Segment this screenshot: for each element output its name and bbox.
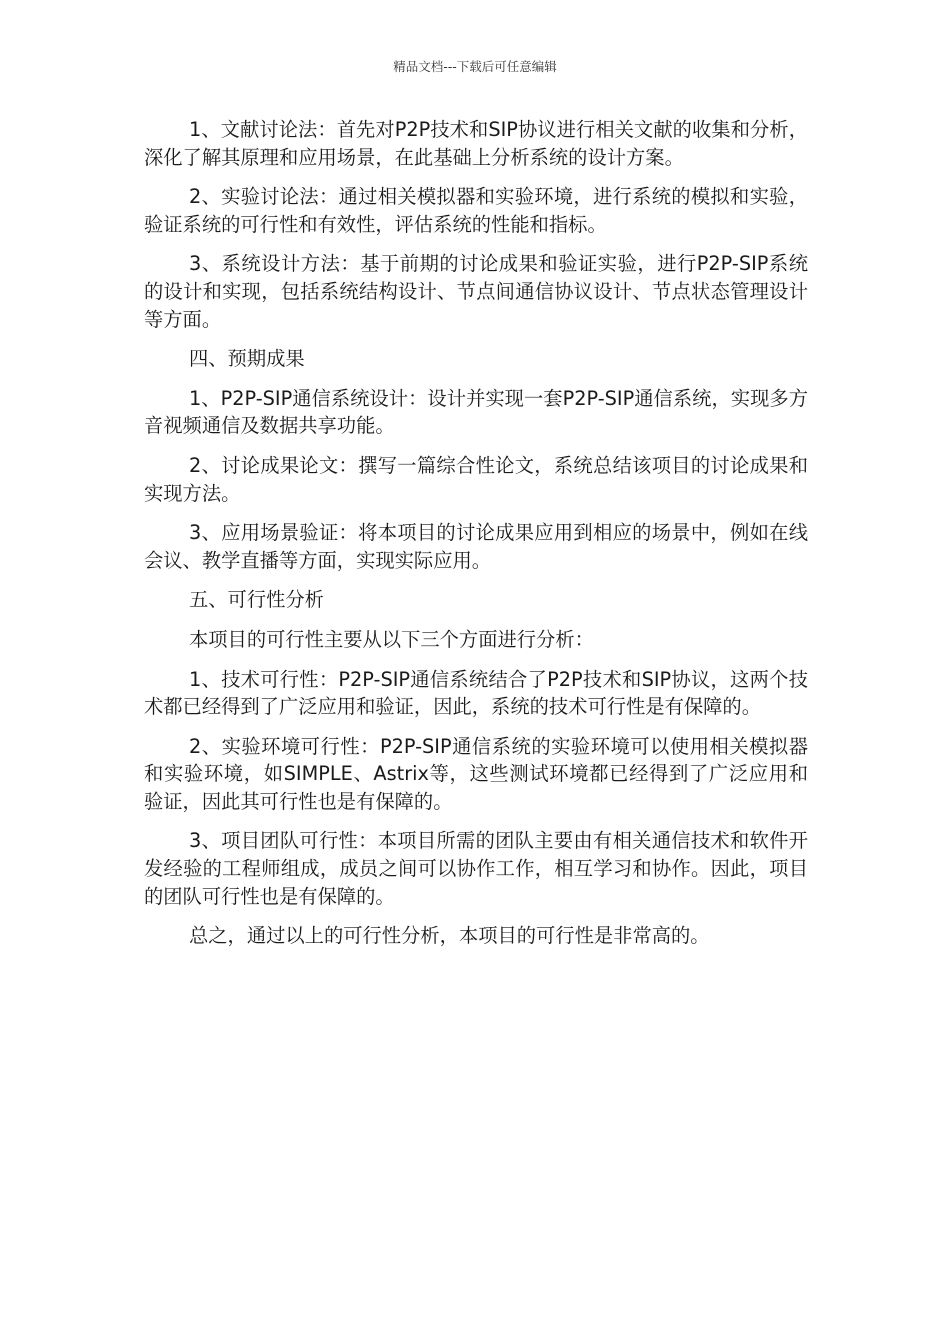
feasibility-intro: 本项目的可行性主要从以下三个方面进行分析： bbox=[189, 627, 594, 651]
section-heading-expected-results: 四、预期成果 bbox=[189, 347, 305, 371]
feasibility-technical: 1、技术可行性：P2P-SIP通信系统结合了P2P技术和SIP协议，这两个技术都已经得到了广泛应用和验证，因此，系统的技术可行性是有保障的。 bbox=[144, 667, 808, 719]
conclusion: 总之，通过以上的可行性分析，本项目的可行性是非常高的。 bbox=[189, 924, 710, 948]
document-body bbox=[144, 116, 808, 962]
method-system-design: 3、系统设计方法：基于前期的讨论成果和验证实验，进行P2P-SIP系统的设计和实现，包括系统结构设计、节点间通信协议设计、节点状态管理设计等方面。 bbox=[144, 252, 808, 331]
result-paper: 2、讨论成果论文：撰写一篇综合性论文，系统总结该项目的讨论成果和实现方法。 bbox=[144, 453, 808, 505]
method-literature: 1、文献讨论法：首先对P2P技术和SIP协议进行相关文献的收集和分析，深化了解其原理和应用场景，在此基础上分析系统的设计方案。 bbox=[144, 118, 808, 169]
feasibility-environment: 2、实验环境可行性：P2P-SIP通信系统的实验环境可以使用相关模拟器和实验环境，如SIMPLE、Astrix等，这些测试环境都已经得到了广泛应用和验证，因此其可行性也是有保障的。 bbox=[144, 734, 808, 813]
section-heading-feasibility: 五、可行性分析 bbox=[189, 588, 324, 612]
page-header-watermark: 精品文档---下载后可任意编辑 bbox=[393, 59, 557, 74]
result-scenario-validation: 3、应用场景验证：将本项目的讨论成果应用到相应的场景中，例如在线会议、教学直播等方面，实现实际应用。 bbox=[144, 521, 808, 572]
result-system-design: 1、P2P-SIP通信系统设计：设计并实现一套P2P-SIP通信系统，实现多方音视频通信及数据共享功能。 bbox=[144, 386, 808, 438]
feasibility-team: 3、项目团队可行性：本项目所需的团队主要由有相关通信技术和软件开发经验的工程师组成，成员之间可以协作工作，相互学习和协作。因此，项目的团队可行性也是有保障的。 bbox=[144, 829, 808, 908]
method-experiment: 2、实验讨论法：通过相关模拟器和实验环境，进行系统的模拟和实验，验证系统的可行性和有效性，评估系统的性能和指标。 bbox=[144, 185, 808, 236]
